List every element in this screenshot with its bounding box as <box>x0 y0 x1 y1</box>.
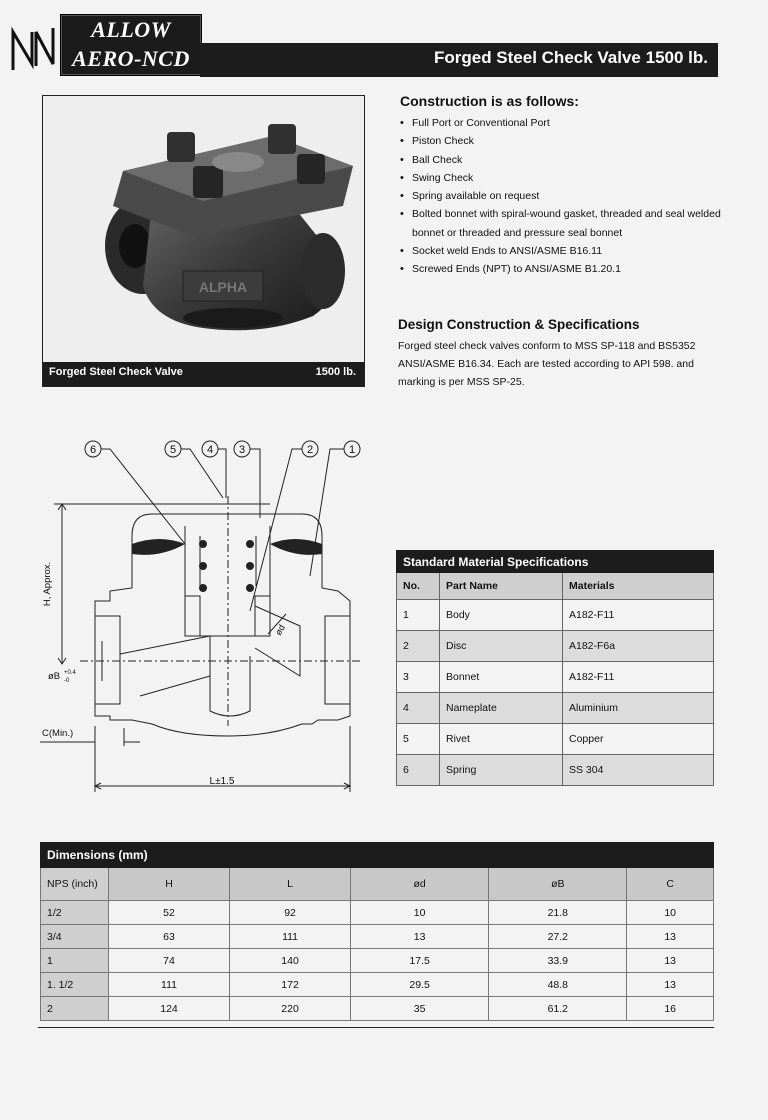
table-cell: 13 <box>627 973 714 997</box>
callout-3: 3 <box>238 444 246 456</box>
table-cell: 1. 1/2 <box>41 973 109 997</box>
table-cell: Body <box>440 600 563 631</box>
table-cell: 13 <box>627 925 714 949</box>
table-title: Standard Material Specifications <box>397 551 714 573</box>
list-item: • Socket weld Ends to ANSI/ASME B16.11 <box>400 242 730 260</box>
column-header: NPS (inch) <box>41 868 109 901</box>
callout-2: 2 <box>306 444 314 456</box>
material-spec-table <box>396 550 714 786</box>
table-cell: A182-F11 <box>563 600 714 631</box>
table-cell: SS 304 <box>563 755 714 786</box>
table-row <box>397 600 714 631</box>
construction-heading: Construction is as follows: <box>400 93 579 109</box>
column-header: Part Name <box>440 573 563 600</box>
photo-pressure-class: 1500 lb. <box>315 366 356 378</box>
construction-list <box>400 114 730 279</box>
cast-text: ALPHA <box>198 279 248 295</box>
list-item: • Ball Check <box>400 151 730 169</box>
dim-label-d: ød <box>273 622 287 637</box>
table-cell: 172 <box>230 973 351 997</box>
list-item: • Swing Check <box>400 169 730 187</box>
table-cell: 17.5 <box>351 949 489 973</box>
table-cell: 33.9 <box>489 949 627 973</box>
column-header: L <box>230 868 351 901</box>
table-cell: Bonnet <box>440 662 563 693</box>
photo-caption: Forged Steel Check Valve <box>49 366 183 378</box>
page-title: Forged Steel Check Valve 1500 lb. <box>433 48 708 67</box>
table-cell: 1 <box>397 600 440 631</box>
table-cell: Nameplate <box>440 693 563 724</box>
column-header: ød <box>351 868 489 901</box>
table-row <box>41 925 714 949</box>
table-cell: 2 <box>41 997 109 1021</box>
column-header: H <box>109 868 230 901</box>
dim-label-b-tol-bot: -0 <box>64 678 70 684</box>
table-cell: Aluminium <box>563 693 714 724</box>
table-cell: A182-F11 <box>563 662 714 693</box>
photo-caption-bar <box>43 362 364 386</box>
table-cell: 10 <box>351 901 489 925</box>
column-header: øB <box>489 868 627 901</box>
table-cell: 92 <box>230 901 351 925</box>
table-cell: 27.2 <box>489 925 627 949</box>
list-item: • Full Port or Conventional Port <box>400 114 730 132</box>
dim-label-c: C(Min.) <box>42 728 74 739</box>
callout-4: 4 <box>206 444 214 456</box>
table-cell: 13 <box>351 925 489 949</box>
product-photo <box>42 95 365 387</box>
table-cell: 6 <box>397 755 440 786</box>
brand-name-line2: AERO-NCD <box>72 46 190 71</box>
dim-label-b: øB <box>48 671 61 682</box>
table-cell: 21.8 <box>489 901 627 925</box>
table-cell: Spring <box>440 755 563 786</box>
callout-1: 1 <box>348 444 356 456</box>
table-cell: Rivet <box>440 724 563 755</box>
table-cell: 3/4 <box>41 925 109 949</box>
dim-label-h: H, Approx. <box>42 561 53 607</box>
table-row <box>397 631 714 662</box>
table-cell: 74 <box>109 949 230 973</box>
table-cell: 1/2 <box>41 901 109 925</box>
table-cell: 35 <box>351 997 489 1021</box>
column-header: C <box>627 868 714 901</box>
dim-label-b-tol-top: +0.4 <box>64 670 76 676</box>
brand-name-line1: ALLOW <box>91 17 171 42</box>
brand-logo <box>60 14 202 76</box>
dimensions-table <box>40 842 714 1021</box>
column-header: No. <box>397 573 440 600</box>
wave-logo-icon <box>10 24 56 74</box>
table-row <box>41 973 714 997</box>
table-cell: 220 <box>230 997 351 1021</box>
table-cell: 29.5 <box>351 973 489 997</box>
table-cell: 5 <box>397 724 440 755</box>
table-cell: 4 <box>397 693 440 724</box>
table-row <box>397 724 714 755</box>
title-bar <box>200 43 718 77</box>
table-cell: 1 <box>41 949 109 973</box>
table-cell: 13 <box>627 949 714 973</box>
list-item: • Bolted bonnet with spiral-wound gasket, threaded and seal welded bonnet or threaded and pressure seal bonnet <box>400 205 730 242</box>
table-cell: 3 <box>397 662 440 693</box>
table-row <box>397 693 714 724</box>
list-item: • Screwed Ends (NPT) to ANSI/ASME B1.20.1 <box>400 260 730 278</box>
valve-photo-image <box>43 96 364 362</box>
footer-divider <box>38 1027 714 1028</box>
table-cell: 2 <box>397 631 440 662</box>
table-cell: 63 <box>109 925 230 949</box>
table-row <box>41 997 714 1021</box>
table-cell: 140 <box>230 949 351 973</box>
table-cell: 52 <box>109 901 230 925</box>
table-row <box>397 662 714 693</box>
table-row <box>41 901 714 925</box>
table-row <box>41 949 714 973</box>
design-heading: Design Construction & Specifications <box>398 317 640 332</box>
list-item: • Piston Check <box>400 132 730 150</box>
table-cell: Copper <box>563 724 714 755</box>
table-cell: Disc <box>440 631 563 662</box>
table-title: Dimensions (mm) <box>41 843 714 868</box>
table-cell: 61.2 <box>489 997 627 1021</box>
design-text: Forged steel check valves conform to MSS SP-118 and BS5352 ANSI/ASME B16.34. Each are tested according to API 598. and marking is per MSS SP-25. <box>398 340 696 388</box>
table-cell: 111 <box>230 925 351 949</box>
table-cell: 111 <box>109 973 230 997</box>
table-row <box>397 755 714 786</box>
table-cell: A182-F6a <box>563 631 714 662</box>
callout-6: 6 <box>89 444 97 456</box>
table-cell: 10 <box>627 901 714 925</box>
list-item: • Spring available on request <box>400 187 730 205</box>
column-header: Materials <box>563 573 714 600</box>
table-cell: 48.8 <box>489 973 627 997</box>
table-cell: 16 <box>627 997 714 1021</box>
callout-5: 5 <box>169 444 177 456</box>
dim-label-l: L±1.5 <box>209 776 235 787</box>
table-cell: 124 <box>109 997 230 1021</box>
valve-section-drawing <box>40 436 370 798</box>
